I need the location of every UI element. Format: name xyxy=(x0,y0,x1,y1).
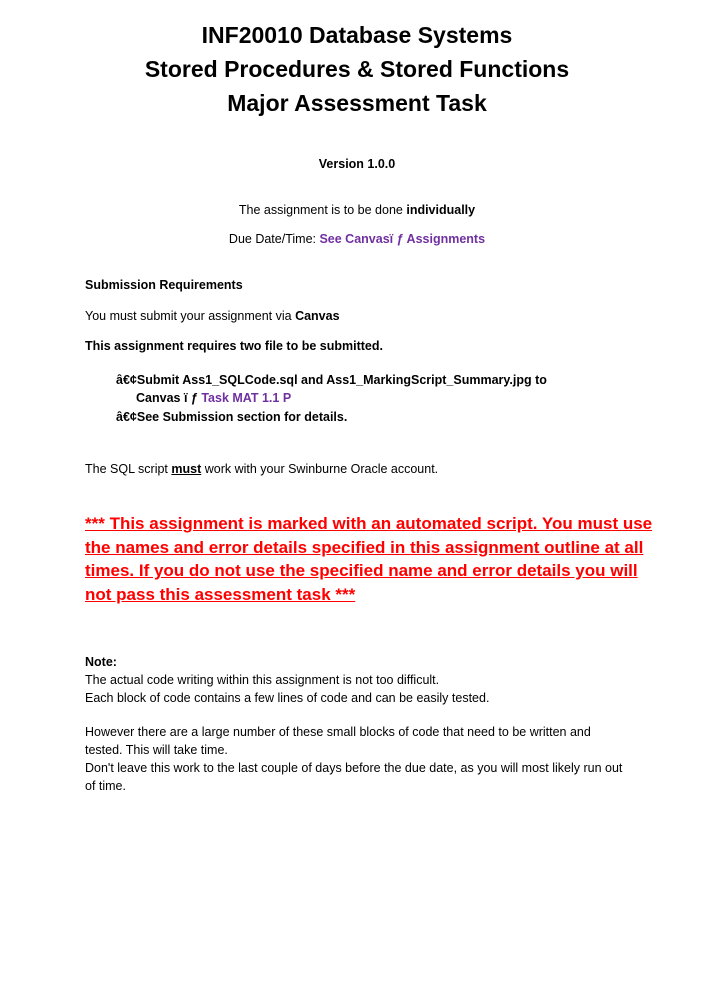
warning-line-4: not pass this assessment task *** xyxy=(85,584,356,604)
bullet-see-submission: â€¢See Submission section for details. xyxy=(116,410,348,424)
sql-note-suffix: work with your Swinburne Oracle account. xyxy=(201,462,439,476)
individual-emphasis: individually xyxy=(406,203,476,217)
submission-via-target: Canvas xyxy=(295,309,340,323)
automated-marking-warning xyxy=(85,512,665,606)
note-line-3: However there are a large number of these small blocks of code that need to be written and xyxy=(85,725,591,739)
warning-line-1: *** This assignment is marked with an automated script. You must use xyxy=(85,514,653,533)
warning-line-2: the names and error details specified in this assignment outline at all xyxy=(85,537,644,557)
bullet-submit-line1: â€¢Submit Ass1_SQLCode.sql and Ass1_MarkingScript_Summary.jpg to xyxy=(116,373,547,387)
note-line-4: tested. This will take time. xyxy=(85,743,228,757)
title-line-3: Major Assessment Task xyxy=(227,90,487,116)
due-label: Due Date/Time: xyxy=(228,232,320,246)
submission-via-prefix: You must submit your assignment via xyxy=(85,309,296,323)
bullet-submit-task: Task MAT 1.1 P xyxy=(201,391,292,405)
bullet-submit-line2 xyxy=(136,390,291,406)
note-line-2: Each block of code contains a few lines of code and can be easily tested. xyxy=(85,691,490,705)
note-line-1: The actual code writing within this assignment is not too difficult. xyxy=(85,673,440,687)
sql-note xyxy=(85,461,438,477)
submission-via xyxy=(85,308,340,324)
sql-note-prefix: The SQL script xyxy=(85,462,172,476)
version-label: Version 1.0.0 xyxy=(318,157,396,171)
note-line-6: of time. xyxy=(85,779,126,793)
submission-heading: Submission Requirements xyxy=(85,278,243,292)
individual-note xyxy=(0,202,714,218)
due-date xyxy=(0,231,714,247)
sql-note-emphasis: must xyxy=(171,462,202,476)
bullet-submit-canvas: Canvas ï ƒ xyxy=(136,391,202,405)
files-note: This assignment requires two file to be submitted. xyxy=(85,339,383,353)
title-line-1: INF20010 Database Systems xyxy=(201,22,513,48)
note-heading: Note: xyxy=(85,655,117,669)
note-section xyxy=(85,653,675,795)
individual-prefix: The assignment is to be done xyxy=(238,203,407,217)
title-line-2: Stored Procedures & Stored Functions xyxy=(144,56,570,82)
due-value: See Canvasï ƒ Assignments xyxy=(319,232,486,246)
warning-line-3: times. If you do not use the specified name and error details you will xyxy=(85,561,638,580)
note-line-5: Don't leave this work to the last couple of days before the due date, as you will most likely run out xyxy=(85,761,623,775)
